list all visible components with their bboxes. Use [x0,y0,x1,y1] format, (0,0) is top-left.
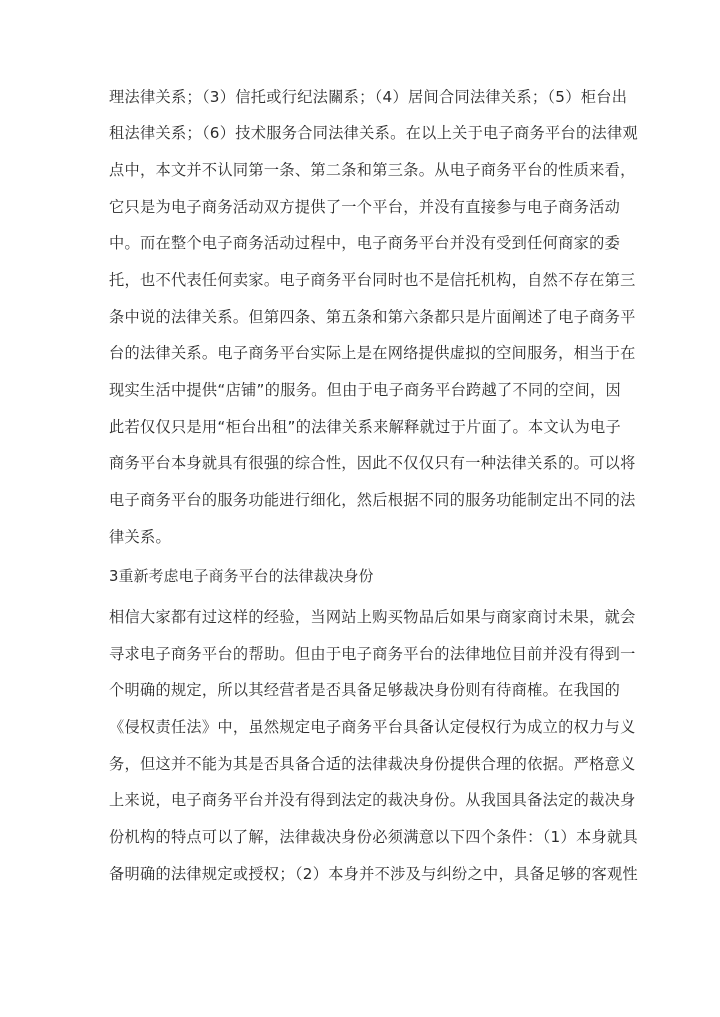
paragraph-1-line-11: 商务平台本身就具有很强的综合性，因此不仅仅只有一种法律关系的。可以将 [109,454,636,472]
paragraph-1-line-1: 理法律关系；（3）信托或行纪法關系；（4）居间合同法律关系；（5）柜台出 [109,88,628,106]
paragraph-1-line-3: 点中，本文并不认同第一条、第二条和第三条。从电子商务平台的性质来看， [109,161,636,179]
paragraph-1-line-8: 台的法律关系。电子商务平台实际上是在网络提供虚拟的空间服务，相当于在 [109,344,636,362]
paragraph-2-line-6: 上来说，电子商务平台并没有得到法定的裁决身份。从我国具备法定的裁决身 [109,791,636,809]
paragraph-2-line-5: 务，但这并不能为其是否具备合适的法律裁决身份提供合理的依据。严格意义 [109,755,636,773]
section-heading: 3重新考虑电子商务平台的法律裁决身份 [109,568,374,585]
paragraph-1-line-7: 条中说的法律关系。但第四条、第五条和第六条都只是片面阐述了电子商务平 [109,308,636,326]
paragraph-2-line-1: 相信大家都有过这样的经验，当网站上购买物品后如果与商家商讨未果，就会 [109,608,636,626]
paragraph-1-line-4: 它只是为电子商务活动双方提供了一个平台，并没有直接参与电子商务活动 [109,198,621,216]
paragraph-2-line-3: 个明确的规定，所以其经营者是否具备足够裁决身份则有待商榷。在我国的 [109,681,621,699]
paragraph-1-line-5: 中。而在整个电子商务活动过程中，电子商务平台并没有受到任何商家的委 [109,234,621,252]
paragraph-1-line-6: 托，也不代表任何卖家。电子商务平台同时也不是信托机构，自然不存在第三 [109,271,636,289]
paragraph-2-line-7: 份机构的特点可以了解，法律裁决身份必须满意以下四个条件：（1）本身就具 [109,828,638,846]
paragraph-2-line-2: 寻求电子商务平台的帮助。但由于电子商务平台的法律地位目前并没有得到一 [109,645,636,663]
paragraph-1-line-12: 电子商务平台的服务功能进行细化，然后根据不同的服务功能制定出不同的法 [109,491,636,509]
paragraph-1-line-2: 租法律关系；（6）技术服务合同法律关系。在以上关于电子商务平台的法律观 [109,124,638,142]
paragraph-1-line-10: 此若仅仅只是用“柜台出租”的法律关系来解释就过于片面了。本文认为电子 [109,418,621,436]
paragraph-2-line-8: 备明确的法律规定或授权；（2）本身并不涉及与纠纷之中，具备足够的客观性 [109,865,638,883]
paragraph-1-line-13: 律关系。 [109,528,171,546]
paragraph-2-line-4: 《侵权责任法》中，虽然规定电子商务平台具备认定侵权行为成立的权力与义 [109,718,636,736]
paragraph-1-line-9: 现实生活中提供“店铺”的服务。但由于电子商务平台跨越了不同的空间，因 [109,381,621,399]
